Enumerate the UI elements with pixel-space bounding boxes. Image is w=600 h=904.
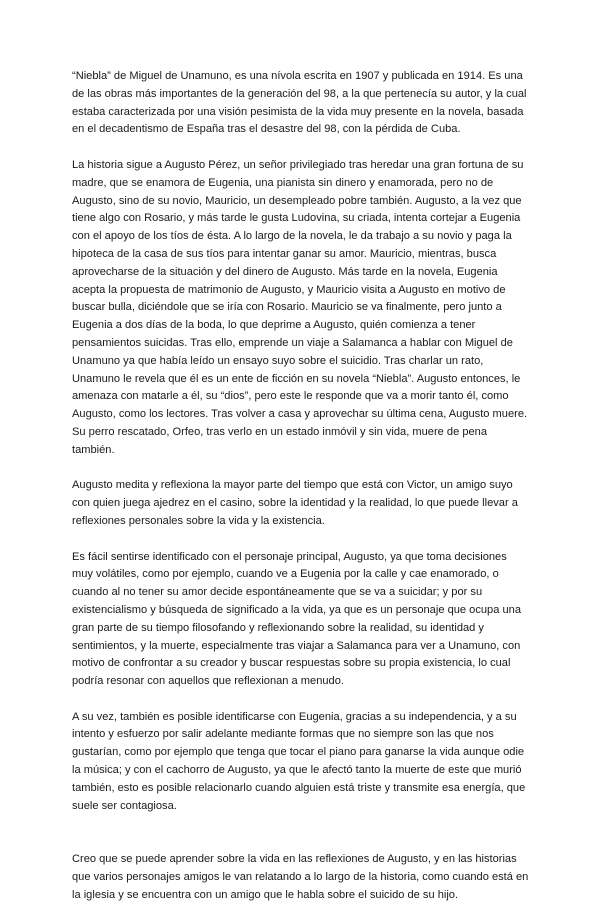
paragraph-conclusion: Creo que se puede aprender sobre la vida en las reflexiones de Augusto, y en las historias que varios personajes amigos le van relatando a lo largo de la historia, como cuando está en la iglesia y se encuentra con un amigo que le habla sobre el suicido de su hijo. <box>72 853 529 901</box>
paragraph-identification-augusto: Es fácil sentirse identificado con el personaje principal, Augusto, ya que toma decisiones muy volátiles, como por ejemplo, cuando ve a Eugenia por la calle y cae enamorado, o cuando al no tener su amor decide espontáneamente que se va a suicidar; y por su existencialismo y búsqueda de significado a la vida, ya que es un personaje que ocupa una gran parte de su tiempo filosofando y reflexionando sobre la realidad, su identidad y sentimientos, y la muerte, especialmente tras viajar a Salamanca para ver a Unamuno, con motivo de confrontar a su creador y buscar respuestas sobre su propia existencia, lo cual podría resonar con aquellos que reflexionan a menudo. <box>72 550 521 688</box>
paragraph-reflection: Augusto medita y reflexiona la mayor parte del tiempo que está con Victor, un amigo suyo con quien juega ajedrez en el casino, sobre la identidad y la realidad, lo que puede llevar a reflexiones personales sobre la vida y la existencia. <box>72 479 518 527</box>
paragraph-plot-summary: La historia sigue a Augusto Pérez, un señor privilegiado tras heredar una gran fortuna de su madre, que se enamora de Eugenia, una pianista sin dinero y enamorada, pero no de Augusto, sino de su novio, Mauricio, un desempleado pobre también. Augusto, a la vez que tiene algo con Rosario, y más tarde le gusta Ludovina, su criada, intenta cortejar a Eugenia con el apoyo de los tíos de ésta. A lo largo de la novela, le da trabajo a su novio y paga la hipoteca de la casa de sus tíos para intentar ganar su amor. Mauricio, mientras, busca aprovecharse de la situación y del dinero de Augusto. Más tarde en la novela, Eugenia acepta la propuesta de matrimonio de Augusto, y Mauricio visita a Augusto en motivo de buscar bulla, diciéndole que se iría con Rosario. Mauricio se va finalmente, pero junto a Eugenia a dos días de la boda, lo que deprime a Augusto, quién comienza a tener pensamientos suicidas. Tras ello, emprende un viaje a Salamanca a hablar con Miguel de Unamuno ya que había leído un ensayo suyo sobre el suicidio. Tras charlar un rato, Unamuno le revela que él es un ente de ficción en su novela “Niebla”. Augusto entonces, le amenaza con matarle a él, su “dios”, pero este le responde que va a morir tanto él, como Augusto, como los lectores. Tras volver a casa y aprovechar su última cena, Augusto muere. Su perro rescatado, Orfeo, tras verlo en un estado inmóvil y sin vida, muere de pena también. <box>72 158 528 456</box>
paragraph-identification-eugenia: A su vez, también es posible identificarse con Eugenia, gracias a su independencia, y a su intento y esfuerzo por salir adelante mediante formas que no siempre son las que nos gustarían, como por ejemplo que tenga que tocar el piano para ganarse la vida aunque odie la música; y con el cachorro de Augusto, ya que le afectó tanto la muerte de este que murió también, esto es posible relacionarlo cuando alguien está triste y transmite esa energía, que suele ser contagiosa. <box>72 710 526 812</box>
paragraph-introduction: “Niebla” de Miguel de Unamuno, es una nívola escrita en 1907 y publicada en 1914. Es una de las obras más importantes de la generación del 98, a la que pertenecía su autor, y la cual estaba caracterizada por una visión pesimista de la vida muy presente en la novela, basada en el decadentismo de España tras el desastre del 98, con la pérdida de Cuba. <box>72 70 527 136</box>
